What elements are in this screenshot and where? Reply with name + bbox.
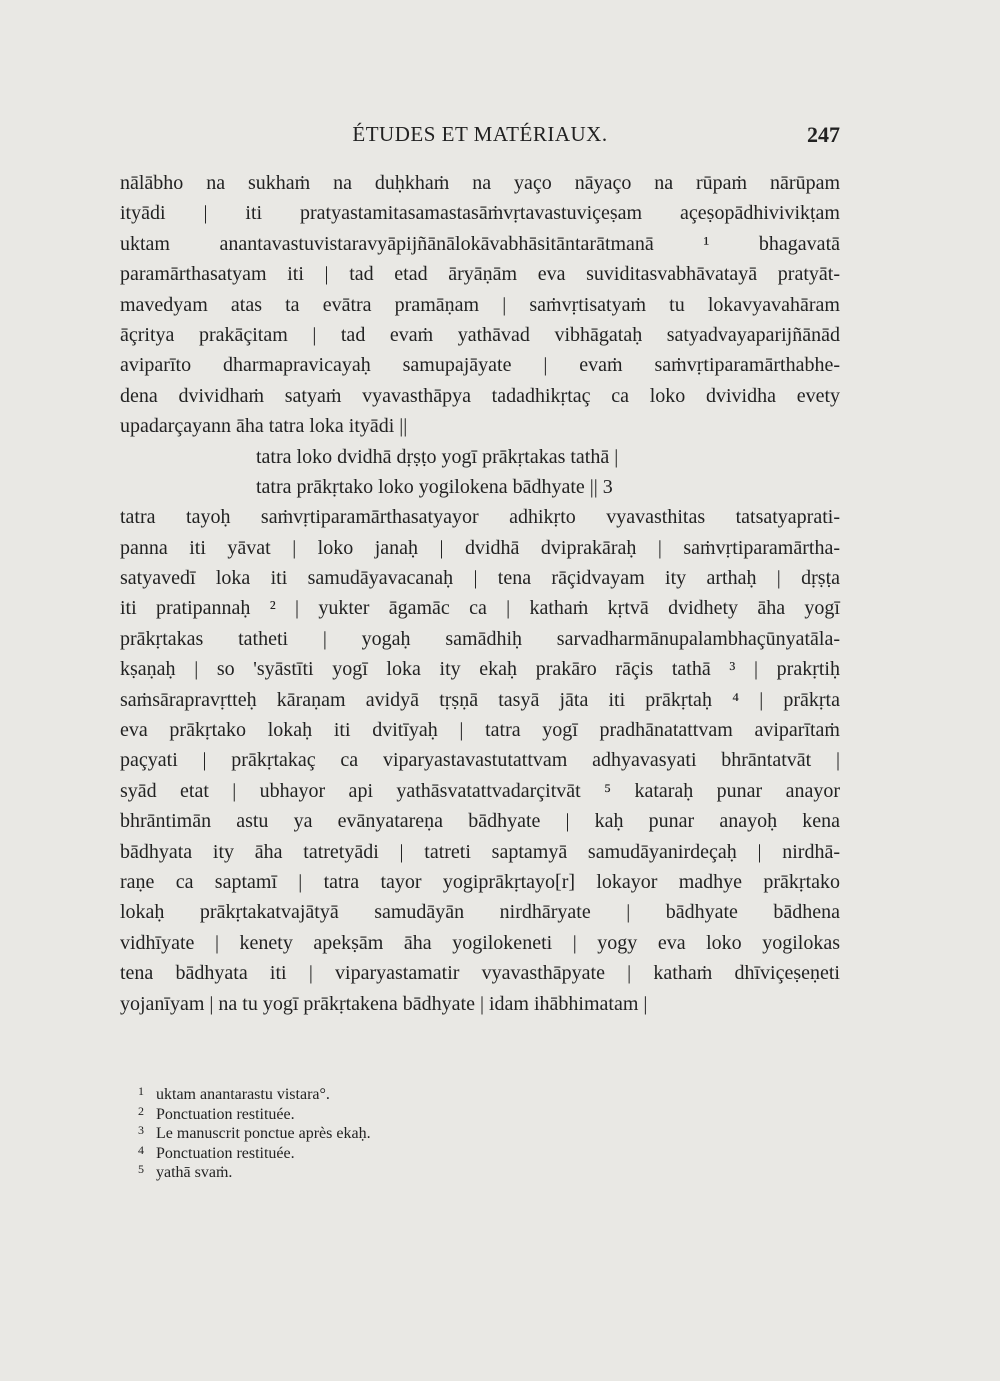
footnote-mark: 3 [138, 1123, 144, 1137]
text-line: mavedyam atas ta evātra pramāṇam | saṁvṛtisatyaṁ tu lokavyavahāram [120, 293, 840, 316]
text-line: bādhyata ity āha tatretyādi | tatreti saptamyā samudāyanirdeçaḥ | nirdhā- [120, 840, 840, 863]
footnote [138, 1102, 538, 1122]
text-line: aviparīto dharmapravicayaḥ samupajāyate | evaṁ saṁvṛtiparamārthabhe- [120, 354, 840, 377]
page-number: 247 [807, 122, 840, 147]
footnote-mark: 4 [138, 1142, 144, 1157]
text-line: paçyati | prākṛtakaç ca viparyastavastutattvam adhyavasyati bhrāntatvāt | [120, 749, 840, 772]
running-head [120, 118, 840, 154]
text-line: nālābho na sukhaṁ na duḥkhaṁ na yaço nāyaço na rūpaṁ nārūpam [120, 172, 840, 194]
text-line: ityādi | iti pratyastamitasamastasāṁvṛtavastuviçeṣam açeṣopādhivivikṭam [120, 202, 840, 225]
text-line: paramārthasatyam iti | tad etad āryāṇām eva suviditasvabhāvatayā pratyāt- [120, 263, 840, 286]
verse-line: tatra prākṛtako loko yogilokena bādhyate || 3 [256, 475, 613, 498]
text-line: iti pratipannaḥ ² | yukter āgamāc ca | kathaṁ kṛtvā dvidhety āha yogī [120, 597, 840, 620]
footnote-text: yathā svaṁ. [156, 1164, 233, 1181]
text-line: saṁsārapravṛtteḥ kāraṇam avidyā tṛṣṇā tasyā jāta iti prākṛtaḥ ⁴ | prākṛta [120, 688, 840, 711]
footnote-mark: 5 [138, 1162, 144, 1176]
footnotes [138, 1082, 538, 1180]
footnote-mark: 1 [138, 1084, 144, 1098]
footnote-text: uktam anantarastu vistara°. [156, 1086, 330, 1103]
text-line: panna iti yāvat | loko janaḥ | dvidhā dviprakāraḥ | saṁvṛtiparamārtha- [120, 536, 840, 559]
text-line: tatra tayoḥ saṁvṛtiparamārthasatyayor adhikṛto vyavasthitas tatsatyaprati- [120, 506, 840, 529]
text-line: syād etat | ubhayor api yathāsvatattvadarçitvāt ⁵ kataraḥ punar anayor [120, 779, 840, 802]
text-line: uktam anantavastuvistaravyāpijñānālokāvabhāsitāntarātmanā ¹ bhagavatā [120, 232, 840, 255]
footnote [138, 1121, 538, 1141]
text-line: dena dvividhaṁ satyaṁ vyavasthāpya tadadhikṛtaç ca loko dvividha evety [120, 384, 840, 407]
text-line: satyavedī loka iti samudāyavacanaḥ | tena rāçidvayam ity arthaḥ | dṛṣṭa [120, 567, 840, 590]
footnote [138, 1141, 538, 1161]
footnote [138, 1160, 538, 1180]
footnote-text: Ponctuation restituée. [156, 1105, 295, 1123]
footnote-text: Ponctuation restituée. [156, 1144, 295, 1162]
text-line: tena bādhyata iti | viparyastamatir vyavasthāpyate | kathaṁ dhīviçeṣeṇeti [120, 962, 840, 985]
footnote [138, 1082, 538, 1102]
text-line: raṇe ca saptamī | tatra tayor yogiprākṛtayo[r] lokayor madhye prākṛtako [120, 870, 840, 893]
text-line: yojanīyam | na tu yogī prākṛtakena bādhyate | idam ihābhimatam | [120, 992, 648, 1015]
footnote-mark: 2 [138, 1103, 144, 1118]
text-line: upadarçayann āha tatra loka ityādi || [120, 415, 408, 438]
text-line: kṣaṇaḥ | so 'syāstīti yogī loka ity ekaḥ prakāro rāçis tathā ³ | prakṛtiḥ [120, 658, 840, 681]
text-line: bhrāntimān astu ya evānyatareṇa bādhyate | kaḥ punar anayoḥ kena [120, 810, 840, 833]
footnote-text: Le manuscrit ponctue après ekaḥ. [156, 1125, 371, 1142]
text-line: prākṛtakas tatheti | yogaḥ samādhiḥ sarvadharmānupalambhaçūnyatāla- [120, 627, 840, 650]
verse-line: tatra loko dvidhā dṛṣṭo yogī prākṛtakas tathā | [256, 445, 619, 468]
text-line: lokaḥ prākṛtakatvajātyā samudāyān nirdhāryate | bādhyate bādhena [120, 901, 840, 924]
body-text [120, 168, 840, 1019]
running-title: ÉTUDES ET MATÉRIAUX. [352, 122, 608, 146]
text-line: āçritya prakāçitam | tad evaṁ yathāvad vibhāgataḥ satyadvayaparijñānād [120, 323, 840, 346]
text-line: eva prākṛtako lokaḥ iti dvitīyaḥ | tatra yogī pradhānatattvam aviparītaṁ [120, 719, 840, 742]
text-line: vidhīyate | kenety apekṣām āha yogilokeneti | yogy eva loko yogilokas [120, 931, 840, 954]
